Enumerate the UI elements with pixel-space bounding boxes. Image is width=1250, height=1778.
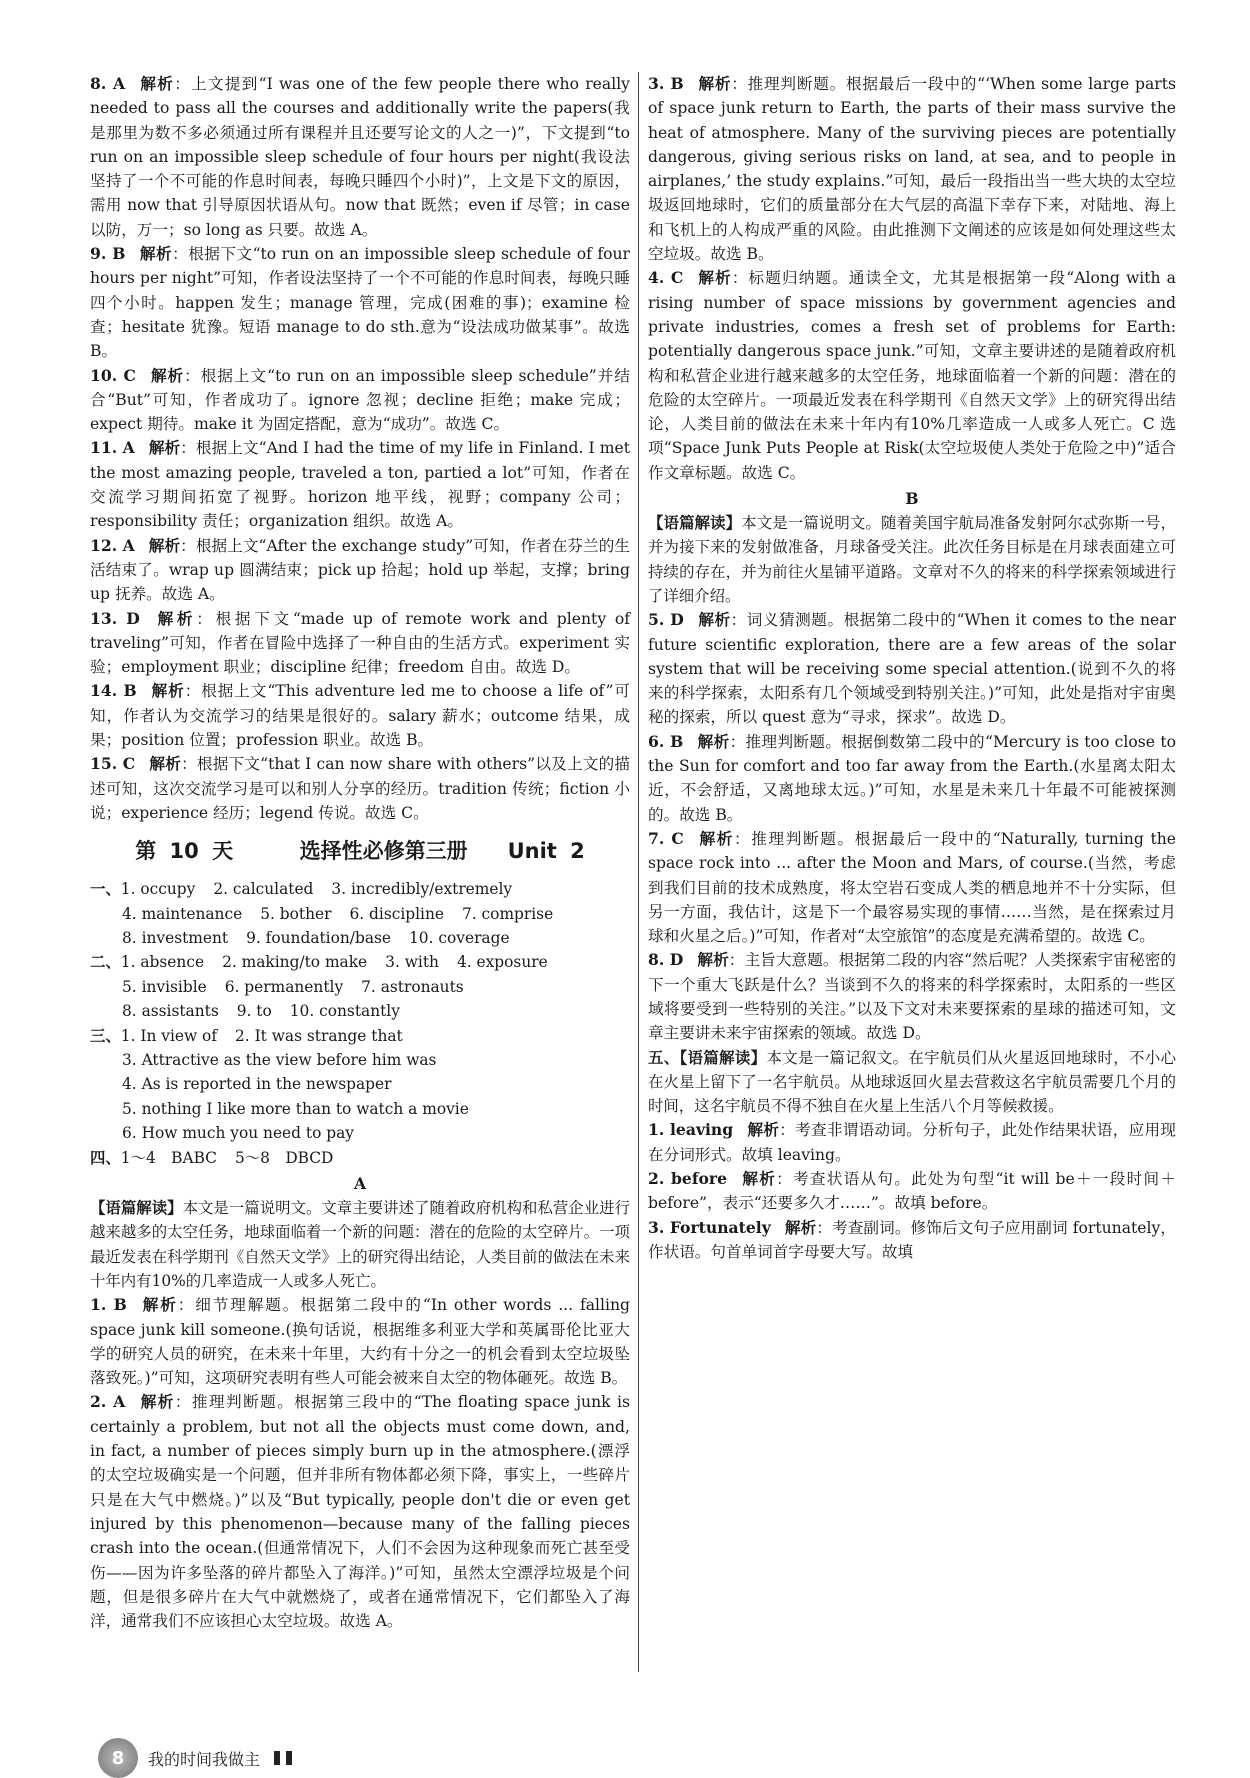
answer-entry: 5～8 DBCD [234, 1148, 334, 1167]
footer-decoration-icon [274, 1751, 292, 1765]
analysis-label: 解析 [697, 731, 730, 751]
answer-row [90, 950, 630, 974]
section-b-items [648, 608, 1176, 1045]
answer-entry: 3. Attractive as the view before him was [122, 1051, 437, 1070]
analysis-text: ：考查非谓语动词。分析句子，此处作结果状语，应用现在分词形式。故填 leaving。 [648, 1121, 1176, 1164]
answer-row [90, 902, 630, 926]
unit-label: Unit 2 [507, 839, 585, 864]
analysis-text: ：标题归纳题。通读全文，尤其是根据第一段“Along with a rising number of space missions by government agencies and private industries, comes a fresh set of problems for Earth: potentially dangerous space junk.”可知，文章主要讲述的是随着政府机构和私营企业进行越来越多的太空任务，地球面临着一个新的问题：潜在的危险的太空碎片。一项最近发表在科学期刊《自然天文学》上的研究得出结论，人类目前的做法在未来十年内有10%几率造成一人或多人死亡。C 选项“Space Junk Puts People at Risk(太空垃圾使人类处于危险之中)”适合作文章标题。故选 C。 [648, 269, 1176, 482]
answer-entry: 2. calculated [213, 880, 314, 899]
answer-entry: 8. investment [122, 929, 229, 948]
page-footer [98, 1738, 292, 1778]
reading-text: 本文是一篇记叙文。在宇航员们从火星返回地球时，不小心在火星上留下了一名宇航员。从地球返回火星去营救这名宇航员需要几个月的时间，这名宇航员不得不独自在火星上生活八个月等候救援。 [648, 1048, 1176, 1116]
item-number: 5. D [648, 610, 684, 630]
reading-label: 【语篇解读】 [90, 1199, 183, 1218]
section-a-reading [90, 1196, 630, 1293]
answer-entry: 7. astronauts [361, 977, 464, 996]
answer-entry: 6. How much you need to pay [122, 1124, 354, 1143]
answer-entry: 3. incredibly/extremely [331, 880, 513, 899]
analysis-label: 解析 [697, 610, 731, 630]
analysis-label: 解析 [153, 608, 197, 628]
answer-entry: 3. with [385, 953, 439, 972]
item-number: 8. D [648, 950, 684, 970]
analysis-label: 解析 [139, 74, 175, 93]
analysis-label: 解析 [747, 1120, 780, 1140]
item-number: 12. A [90, 535, 135, 555]
answer-item-q12 [90, 534, 630, 607]
answer-entry: 9. foundation/base [246, 929, 392, 948]
answer-item-v2 [648, 1167, 1176, 1216]
page-number-badge: 8 [98, 1738, 138, 1778]
analysis-text: ：根据下文“to run on an impossible sleep schedule of four hours per night”可知，作者设法坚持了一个不可能的作息时间表，每晚只睡四个小时。happen 发生；manage 管理，完成(困难的事)；examine 检查；hesitate 犹豫。短语 manage to do sth.意为“设法成功做某事”。故选 B。 [90, 245, 630, 361]
footer-slogan: 我的时间我做主 [148, 1749, 261, 1769]
column-divider [638, 72, 639, 1672]
answer-item-v3 [648, 1216, 1176, 1265]
answer-item-q14 [90, 679, 630, 752]
answer-entry: 10. coverage [409, 929, 510, 948]
answer-entry: 10. constantly [289, 1002, 400, 1021]
answer-entry: 7. comprise [461, 904, 554, 923]
answer-row [90, 1024, 630, 1048]
section-v-items [648, 1118, 1176, 1264]
answer-row [90, 1072, 630, 1096]
item-number: 15. C [90, 754, 136, 774]
answer-row [90, 999, 630, 1023]
section-v-reading [648, 1046, 1176, 1119]
answer-row [90, 926, 630, 950]
answer-row [90, 1146, 630, 1170]
analysis-label: 解析 [784, 1217, 817, 1237]
part-prefix: 三、 [90, 1026, 121, 1045]
reading-label: 【语篇解读】 [648, 514, 742, 533]
section-a-items [90, 1293, 630, 1633]
section-a-letter: A [353, 1174, 367, 1194]
analysis-text: ：根据上文“to run on an impossible sleep schedule”并结合“But”可知，作者成功了。ignore 忽视；decline 拒绝；make 完成；expect 期待。make it 为固定搭配，意为“成功”。故选 C。 [90, 366, 630, 434]
analysis-text: ：根据上文“This adventure led me to choose a life of”可知，作者认为交流学习的结果是很好的。salary 薪水；outcome 结果，成果；position 位置；profession 职业。故选 B。 [90, 682, 630, 750]
section-b-letter: B [905, 489, 919, 509]
answer-item-q13 [90, 607, 630, 680]
answer-entry: 1～4 BABC [120, 1148, 217, 1167]
answer-row [90, 1121, 630, 1145]
answer-entry: 2. making/to make [222, 953, 368, 972]
left-column [90, 72, 630, 1633]
analysis-label: 解析 [148, 438, 181, 458]
answer-entry: 6. discipline [349, 904, 444, 923]
answer-row [90, 975, 630, 999]
analysis-label: 解析 [149, 754, 182, 774]
analysis-text: ：细节理解题。根据第二段中的“In other words ... falling space junk kill someone.(换句话说，根据维多利亚大学和英属哥伦比亚大学的研究人员的研究，在未来十年里，大约有十分之一的机会看到太空垃圾坠落致死。)”可知，这项研究表明有些人可能会被来自太空的物体砸死。故选 B。 [90, 1296, 630, 1388]
answer-entry: 9. to [236, 1002, 272, 1021]
analysis-label: 解析 [150, 681, 185, 701]
item-number: 3. B [648, 74, 684, 93]
answer-entry: 4. As is reported in the newspaper [122, 1075, 392, 1094]
answer-item-b8 [648, 948, 1176, 1045]
answer-entry: 8. assistants [122, 1002, 219, 1021]
analysis-text: ：推理判断题。根据倒数第二段中的“Mercury is too close to the Sun for comfort and too far away from the Earth.(水星离太阳太近，不会舒适，又离地球太远。)”可知，水星是未来几十年最不可能被探测的。故选 B。 [648, 732, 1176, 824]
answer-entry: 4. exposure [456, 953, 548, 972]
section-b-reading [648, 511, 1176, 608]
item-number: 13. D [90, 608, 140, 628]
answer-item-q9 [90, 242, 630, 363]
answer-entry: 2. It was strange that [235, 1026, 403, 1045]
analysis-text: ：推理判断题。根据第三段中的“The floating space junk is certainly a problem, but not all the objects must come down, and, in fact, a number of pieces simply burn up in the atmosphere.(漂浮的太空垃圾确实是一个问题，但并非所有物体都必须下降，事实上，一些碎片只是在大气中燃烧。)”以及“But typically, people don't die or even get injured by this phenomenon—because many of the falling pieces crash into the ocean.(但通常情况下，人们不会因为这种现象而死亡甚至受伤——因为许多坠落的碎片都坠入了海洋。)”可知，虽然太空漂浮垃圾是个问题，但是很多碎片在大气中就燃烧了，或者在通常情况下，它们都坠入了海洋，通常我们不应该担心太空垃圾。故选 A。 [90, 1393, 630, 1631]
analysis-label: 解析 [139, 244, 173, 264]
analysis-text: ：考查副词。修饰后文句子应用副词 fortunately，作状语。句首单词首字母要大写。故填 [648, 1218, 1176, 1261]
reading-text: 本文是一篇说明文。文章主要讲述了随着政府机构和私营企业进行越来越多的太空任务，地球面临着一个新的问题：潜在的危险的太空碎片。一项最近发表在科学期刊《自然天文学》上的研究得出结论，人类目前的做法在未来十年内有10%的几率造成一人或多人死亡。 [90, 1199, 630, 1290]
analysis-label: 解析 [148, 535, 181, 555]
item-number: 2. before [648, 1169, 728, 1189]
answer-item-b7 [648, 827, 1176, 948]
item-number: 1. leaving [648, 1120, 734, 1140]
analysis-label: 解析 [140, 1295, 178, 1315]
answer-row [90, 1097, 630, 1121]
item-number: 1. B [90, 1295, 127, 1315]
analysis-label: 解析 [139, 1392, 175, 1412]
part-prefix: 四、 [90, 1148, 121, 1167]
answer-entry: 1. absence [120, 953, 205, 972]
item-number: 4. C [648, 268, 684, 288]
answer-item-b6 [648, 730, 1176, 827]
answer-entry: 5. bother [260, 904, 332, 923]
answer-item-a2 [90, 1390, 630, 1633]
analysis-text: ：根据上文“After the exchange study”可知，作者在芬兰的生活结束了。wrap up 圆满结束；pick up 拾起；hold up 举起，支撑；bring up 抚养。故选 A。 [90, 536, 630, 604]
day-label: 第 10 天 [135, 839, 234, 864]
answer-item-a1 [90, 1293, 630, 1390]
answer-item-a4 [648, 266, 1176, 485]
analysis-text: ：根据上文“And I had the time of my life in Finland. I met the most amazing people, traveled a ton, partied a lot”可知，作者在交流学习期间拓宽了视野。horizon 地平线，视野；company 公司；responsibility 责任；organization 组织。故选 A。 [90, 439, 630, 531]
day-heading [90, 831, 630, 871]
part-prefix: 一、 [90, 880, 121, 899]
analysis-text: ：推理判断题。根据最后一段中的“‘When some large parts of space junk return to Earth, the parts of their mass survive the heat of atmosphere. Many of the surviving pieces are potentially dangerous, giving serious risks on land, at sea, and to people in airplanes,’ the study explains.”可知，最后一段指出当一些大块的太空垃圾返回地球时，它们的质量部分在大气层的高温下幸存下来，对陆地、海上和飞机上的人构成严重的风险。由此推测下文阐述的应该是如何处理这些太空垃圾。故选 B。 [648, 75, 1176, 264]
answer-item-a3 [648, 72, 1176, 266]
analysis-text: ：推理判断题。根据最后一段中的“Naturally, turning the space rock into ... after the Moon and Mars, of course.(当然，考虑到我们目前的技术成熟度，将太空岩石变成人类的栖息地并不十分实际，但另一方面，我估计，这是下一个最容易实现的事情……当然，是在探索过月球和火星之后。)”可知，作者对“太空旅馆”的态度是充满希望的。故选 C。 [648, 829, 1176, 946]
answer-item-b5 [648, 608, 1176, 729]
answer-entry: 5. nothing I like more than to watch a movie [122, 1099, 469, 1118]
answer-entry: 1. In view of [120, 1026, 218, 1045]
analysis-label: 解析 [697, 268, 732, 288]
analysis-label: 解析 [697, 950, 729, 970]
item-number: 8. A [90, 74, 126, 93]
analysis-text: ：考查状语从句。此处为句型“it will be＋一段时间＋before”，表示“还要多久才……”。故填 before。 [648, 1170, 1176, 1213]
item-number: 6. B [648, 731, 684, 751]
item-number: 10. C [90, 365, 136, 385]
answer-row [90, 877, 630, 901]
analysis-label: 解析 [741, 1169, 777, 1189]
book-label: 选择性必修第三册 [299, 839, 468, 864]
reading-label: 【语篇解读】 [679, 1048, 767, 1067]
answer-item-q10 [90, 364, 630, 437]
analysis-text: ：根据下文“made up of remote work and plenty of traveling”可知，作者在冒险中选择了一种自由的生活方式。experiment 实验；employment 职业；discipline 纪律；freedom 自由。故选 D。 [90, 609, 630, 677]
answer-item-q11 [90, 436, 630, 533]
analysis-label: 解析 [149, 365, 185, 385]
analysis-text: ：词义猜测题。根据第二段中的“When it comes to the near future scientific exploration, there are a few areas of the solar system that will be receiving some special attention.(说到不久的将来的科学探索，太阳系有几个领域受到特别关注。)”可知，此处是指对宇宙奥秘的探索，所以 quest 意为“寻求，探求”。故选 D。 [648, 611, 1176, 727]
item-number: 14. B [90, 681, 137, 701]
analysis-text: ：上文提到“I was one of the few people there who really needed to pass all the courses and additionally write the papers(我是那里为数不多必须通过所有课程并且还要写论文的人之一)”，下文提到“to run on an impossible sleep schedule of four hours per night(我设法坚持了一个不可能的作息时间表，每晚只睡四个小时)”，上文是下文的原因，需用 now that 引导原因状语从句。now that 既然；even if 尽管；in case 以防，万一；so long as 只要。故选 A。 [90, 75, 630, 239]
section-v-prefix: 五、 [648, 1048, 680, 1067]
item-number: 7. C [648, 828, 684, 848]
answer-entry: 1. occupy [120, 880, 196, 899]
item-number: 9. B [90, 244, 126, 264]
left-answer-items [90, 72, 630, 825]
answer-key [90, 877, 630, 1170]
item-number: 11. A [90, 438, 135, 458]
right-answer-items [648, 72, 1176, 485]
answer-entry: 5. invisible [122, 977, 207, 996]
answer-entry: 4. maintenance [122, 904, 243, 923]
analysis-label: 解析 [697, 74, 732, 93]
analysis-text: ：根据下文“that I can now share with others”以及上文的描述可知，这次交流学习是可以和别人分享的经历。tradition 传统；fiction 小说；experience 经历；legend 传说。故选 C。 [90, 755, 630, 822]
answer-item-q8 [90, 72, 630, 242]
analysis-text: ：主旨大意题。根据第二段的内容“然后呢？人类探索宇宙秘密的下一个重大飞跃是什么？当谈到不久的将来的科学探索时，太阳系的一些区域将要受到一些特别的关注。”以及下文对未来要探索的星球的描述可知，文章主要讲未来宇宙探索的领域。故选 D。 [648, 951, 1176, 1043]
answer-entry: 6. permanently [224, 977, 344, 996]
right-column [648, 72, 1176, 1264]
reading-text: 本文是一篇说明文。随着美国宇航局准备发射阿尔忒弥斯一号，并为接下来的发射做准备，月球备受关注。此次任务目标是在月球表面建立可持续的存在，并为前往火星铺平道路。文章对不久的将来的科学探索领域进行了详细介绍。 [648, 514, 1176, 605]
item-number: 2. A [90, 1392, 126, 1412]
answer-row [90, 1048, 630, 1072]
part-prefix: 二、 [90, 953, 121, 972]
item-number: 3. Fortunately [648, 1217, 771, 1237]
answer-item-q15 [90, 752, 630, 825]
answer-item-v1 [648, 1118, 1176, 1167]
analysis-label: 解析 [697, 828, 734, 848]
